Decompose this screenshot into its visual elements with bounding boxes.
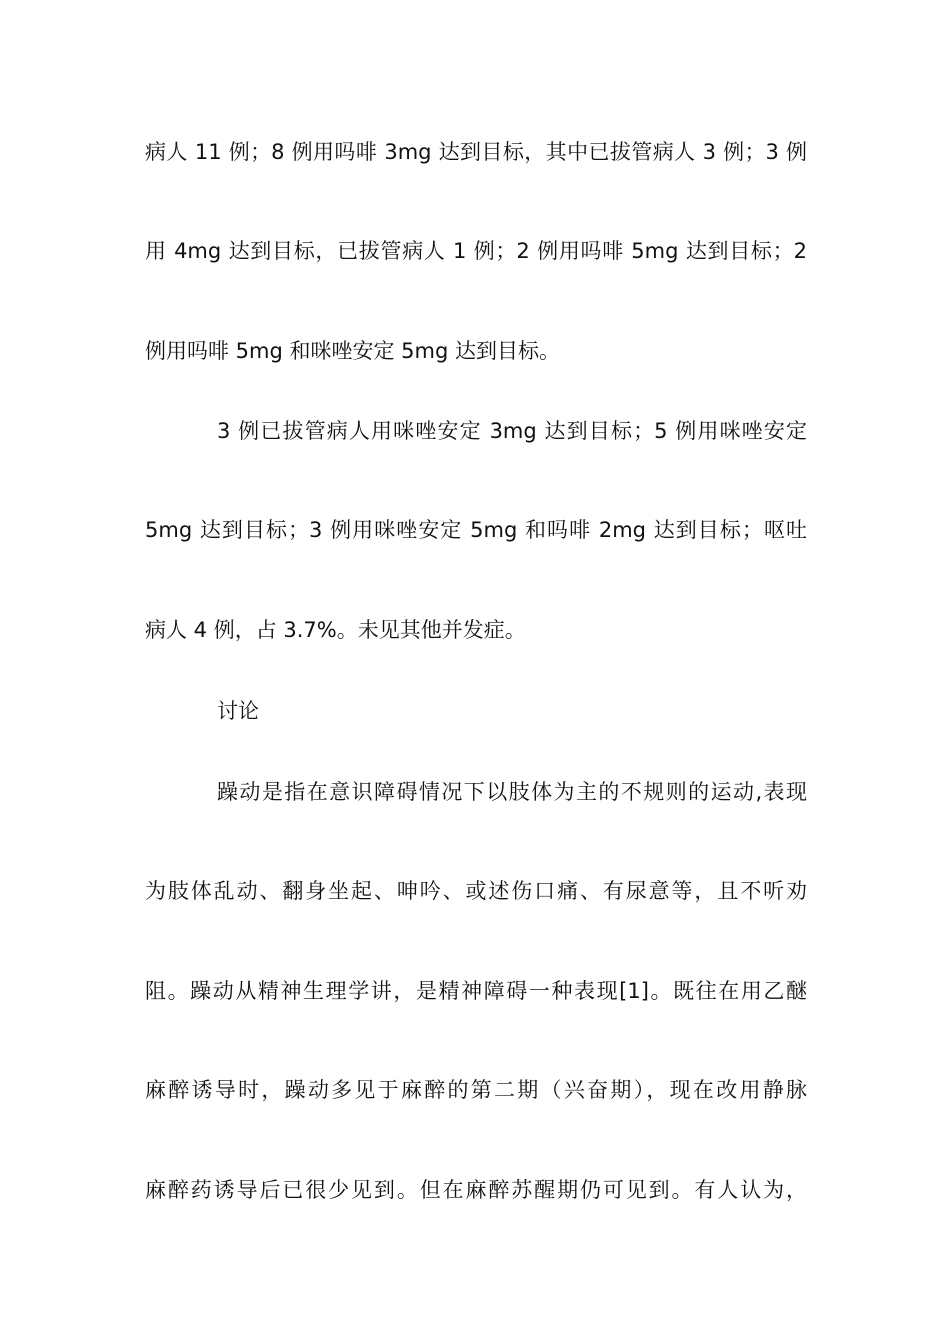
body-text-line: 例用吗啡 5mg 和咪唑安定 5mg 达到目标。	[145, 339, 560, 363]
body-text-line: 阻。躁动从精神生理学讲，是精神障碍一种表现[1]。既往在用乙醚	[145, 979, 807, 1003]
body-text-line: 3 例已拔管病人用咪唑安定 3mg 达到目标；5 例用咪唑安定	[217, 419, 807, 443]
body-text-line: 用 4mg 达到目标，已拔管病人 1 例；2 例用吗啡 5mg 达到目标；2	[145, 239, 807, 263]
body-text-line: 躁动是指在意识障碍情况下以肢体为主的不规则的运动,表现	[217, 780, 807, 804]
section-heading: 讨论	[217, 699, 259, 723]
body-text-line: 病人 4 例，占 3.7%。未见其他并发症。	[145, 618, 526, 642]
body-text-line: 麻醉药诱导后已很少见到。但在麻醉苏醒期仍可见到。有人认为，	[145, 1178, 807, 1202]
body-text-line: 病人 11 例；8 例用吗啡 3mg 达到目标，其中已拔管病人 3 例；3 例	[145, 140, 807, 164]
body-text-line: 麻醉诱导时，躁动多见于麻醉的第二期（兴奋期），现在改用静脉	[145, 1078, 807, 1102]
body-text-line: 为肢体乱动、翻身坐起、呻吟、或述伤口痛、有尿意等，且不听劝	[145, 879, 807, 903]
body-text-line: 5mg 达到目标；3 例用咪唑安定 5mg 和吗啡 2mg 达到目标；呕吐	[145, 518, 807, 542]
